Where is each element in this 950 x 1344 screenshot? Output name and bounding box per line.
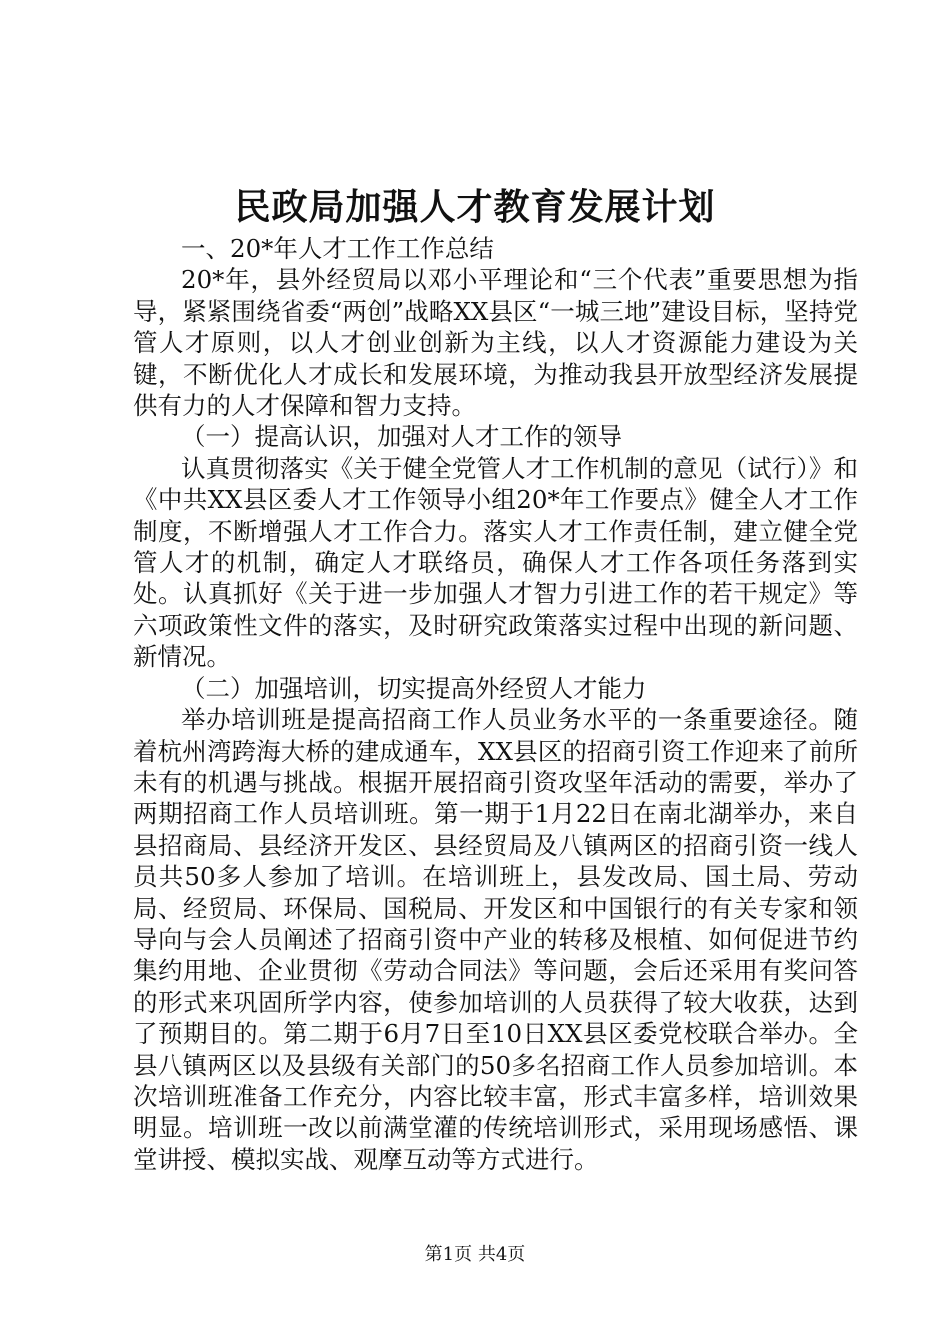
subsection1-paragraph: 认真贯彻落实《关于健全党管人才工作机制的意见（试行）》和《中共XX县区委人才工作领导小组20*年工作要点》健全人才工作制度，不断增强人才工作合力。落实人才工作责任制，建立健全党管人才的机制，确定人才联络员，确保人才工作各项任务落到实处。认真抓好《关于进一步加强人才智力引进工作的若干规定》等六项政策性文件的落实，及时研究政策落实过程中出现的新问题、新情况。 [133, 453, 858, 672]
page-footer: 第1页 共4页 [424, 1244, 526, 1265]
section1-intro-paragraph: 20*年，县外经贸局以邓小平理论和“三个代表”重要思想为指导，紧紧围绕省委“两创”战略XX县区“一城三地”建设目标，坚持党管人才原则，以人才创业创新为主线，以人才资源能力建设为关键，不断优化人才成长和发展环境，为推动我县开放型经济发展提供有力的人才保障和智力支持。 [133, 265, 858, 421]
subsection2-heading: （二）加强培训，切实提高外经贸人才能力 [181, 673, 647, 703]
subsection2-paragraph: 举办培训班是提高招商工作人员业务水平的一条重要途径。随着杭州湾跨海大桥的建成通车，XX县区的招商引资工作迎来了前所未有的机遇与挑战。根据开展招商引资攻坚年活动的需要，举办了两期招商工作人员培训班。第一期于1月22日在南北湖举办，来自县招商局、县经济开发区、县经贸局及八镇两区的招商引资一线人员共50多人参加了培训。在培训班上，县发改局、国土局、劳动局、经贸局、环保局、国税局、开发区和中国银行的有关专家和领导向与会人员阐述了招商引资中产业的转移及根植、如何促进节约集约用地、企业贯彻《劳动合同法》等问题，会后还采用有奖问答的形式来巩固所学内容，使参加培训的人员获得了较大收获，达到了预期目的。第二期于6月7日至10日XX县区委党校联合举办。全县八镇两区以及县级有关部门的50多名招商工作人员参加培训。本次培训班准备工作充分，内容比较丰富，形式丰富多样，培训效果明显。培训班一改以前满堂灌的传统培训形式，采用现场感悟、课堂讲授、模拟实战、观摩互动等方式进行。 [133, 705, 858, 1174]
document-title: 民政局加强人才教育发展计划 [234, 187, 716, 228]
section1-heading: 一、20*年人才工作工作总结 [181, 234, 494, 263]
document-body [133, 233, 858, 1175]
subsection1-heading: （一）提高认识，加强对人才工作的领导 [181, 422, 622, 452]
